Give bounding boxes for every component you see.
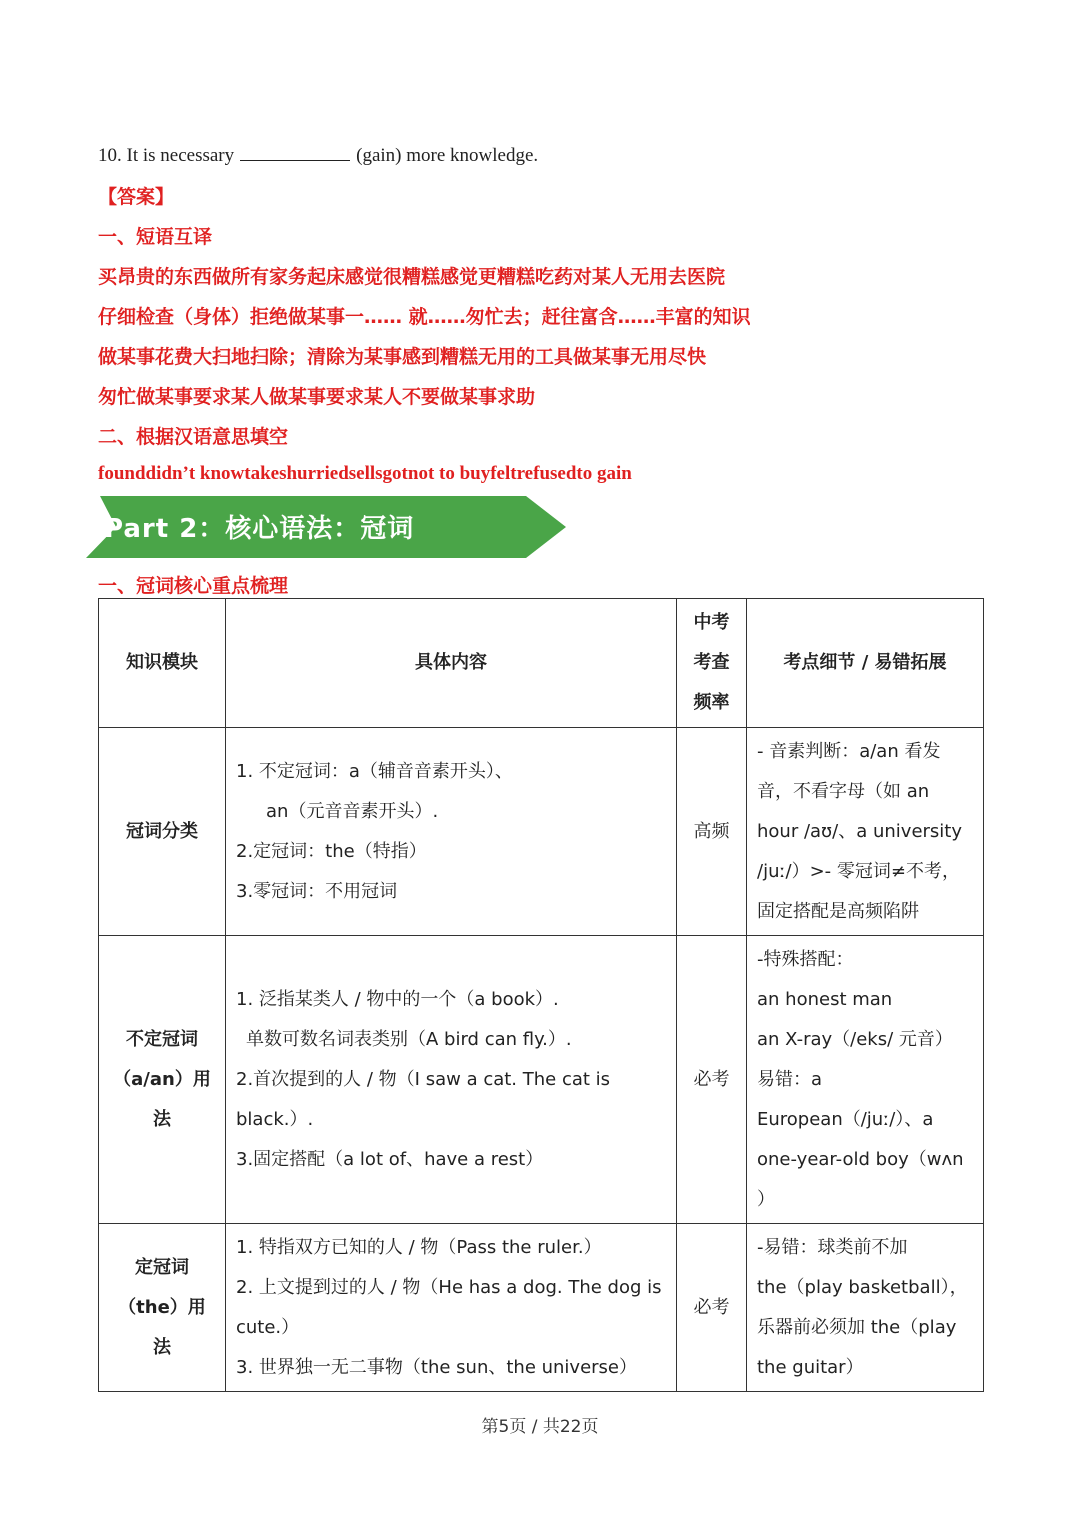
row1-detail-line: hour /aʊ/、a university: [757, 820, 963, 842]
header-detail: 考点细节 / 易错拓展: [747, 599, 984, 728]
row2-content-line: 单数可数名词表类别（A bird can fly.）.: [246, 1028, 572, 1050]
row3-detail-line: -易错：球类前不加: [757, 1236, 908, 1258]
row3-frequency: 必考: [677, 1224, 747, 1392]
question-10-suffix: (gain) more knowledge.: [356, 145, 539, 166]
section-banner: [86, 496, 568, 558]
row2-content-line: 3.固定搭配（a lot of、have a rest）: [236, 1148, 544, 1170]
header-frequency-3: 频率: [693, 692, 730, 713]
page-footer: 第5页 / 共22页: [481, 1417, 599, 1437]
row1-detail: [747, 728, 984, 936]
row1-content: [226, 728, 677, 936]
question-10-prefix: 10. It is necessary: [98, 145, 235, 166]
row2-detail: [747, 936, 984, 1224]
row3-content-line: 3. 世界独一无二事物（the sun、the universe）: [236, 1356, 638, 1378]
table-row: [99, 936, 984, 1224]
row3-content-line: cute.）: [236, 1316, 300, 1338]
header-frequency-1: 中考: [693, 612, 730, 633]
part2-heading: 二、根据汉语意思填空: [98, 426, 289, 448]
question-10: [98, 144, 538, 167]
header-frequency-2: 考查: [693, 652, 730, 673]
row2-detail-line: 易错：a: [757, 1068, 823, 1090]
row3-module-line: 定冠词: [135, 1256, 189, 1278]
row1-detail-line: /juː/）>- 零冠词≠不考，: [757, 860, 960, 882]
answer-heading: 【答案】: [98, 186, 175, 208]
part1-line-2: 仔细检查（身体）拒绝做某事一…… 就……匆忙去；赶往富含……丰富的知识: [98, 306, 751, 328]
row2-detail-line: European（/juː/）、a: [757, 1108, 934, 1130]
row2-detail-line: an honest man: [757, 988, 893, 1010]
answer-blank: [240, 144, 350, 161]
row3-content: [226, 1224, 677, 1392]
row2-content-line: black.）.: [236, 1108, 314, 1130]
row2-detail-line: one-year-old boy（wʌn: [757, 1148, 964, 1170]
row1-content-line: 2.定冠词：the（特指）: [236, 840, 427, 862]
table-row: [99, 728, 984, 936]
row2-frequency: 必考: [677, 936, 747, 1224]
row3-detail: [747, 1224, 984, 1392]
part1-line-3: 做某事花费大扫地扫除；清除为某事感到糟糕无用的工具做某事无用尽快: [98, 346, 707, 368]
header-frequency: [677, 599, 747, 728]
row2-detail-line: an X-ray（/eks/ 元音）: [757, 1028, 953, 1050]
row1-detail-line: 固定搭配是高频陷阱: [757, 900, 919, 922]
header-content: 具体内容: [226, 599, 677, 728]
row2-detail-line: -特殊搭配：: [757, 948, 854, 970]
row3-module-line: （the）用: [118, 1296, 206, 1318]
row1-content-line: an（元音音素开头）.: [266, 800, 439, 822]
row1-detail-line: 音，不看字母（如 an: [757, 780, 930, 802]
article-table: [98, 598, 984, 1392]
row3-content-line: 2. 上文提到过的人 / 物（He has a dog. The dog is: [236, 1276, 662, 1298]
row1-content-line: 1. 不定冠词：a（辅音音素开头）、: [236, 760, 513, 782]
row2-content-line: 1. 泛指某类人 / 物中的一个（a book）.: [236, 988, 559, 1010]
row3-module: [99, 1224, 226, 1392]
header-module: 知识模块: [99, 599, 226, 728]
row3-detail-line: the guitar）: [757, 1356, 864, 1378]
part1-line-4: 匆忙做某事要求某人做某事要求某人不要做某事求助: [98, 386, 536, 408]
row2-module-line: （a/an）用: [113, 1068, 211, 1090]
section1-heading: 一、冠词核心重点梳理: [98, 575, 289, 597]
row2-content-line: 2.首次提到的人 / 物（I saw a cat. The cat is: [236, 1068, 611, 1090]
part1-heading: 一、短语互译: [98, 226, 213, 248]
row1-detail-line: - 音素判断：a/an 看发: [757, 740, 941, 762]
row1-module-text: 冠词分类: [126, 820, 198, 842]
row3-content-line: 1. 特指双方已知的人 / 物（Pass the ruler.）: [236, 1236, 602, 1258]
row2-module-line: 法: [153, 1108, 171, 1130]
row1-content-line: 3.零冠词：不用冠词: [236, 880, 398, 902]
part1-line-1: 买昂贵的东西做所有家务起床感觉很糟糕感觉更糟糕吃药对某人无用去医院: [98, 266, 726, 288]
row2-module-line: 不定冠词: [126, 1028, 198, 1050]
row3-detail-line: the（play basketball），: [757, 1276, 968, 1298]
banner-title: Part 2：核心语法：冠词: [104, 514, 415, 544]
row1-frequency: 高频: [677, 728, 747, 936]
row1-module: [99, 728, 226, 936]
row3-detail-line: 乐器前必须加 the（play: [757, 1316, 957, 1338]
row2-content: [226, 936, 677, 1224]
part2-answers: founddidn’t knowtakeshurriedsellsgotnot to buyfeltrefusedto gain: [98, 463, 632, 484]
table-header-row: [99, 599, 984, 728]
row3-module-line: 法: [153, 1336, 171, 1358]
row2-module: [99, 936, 226, 1224]
table-row: [99, 1224, 984, 1392]
row2-detail-line: ）: [757, 1188, 775, 1210]
